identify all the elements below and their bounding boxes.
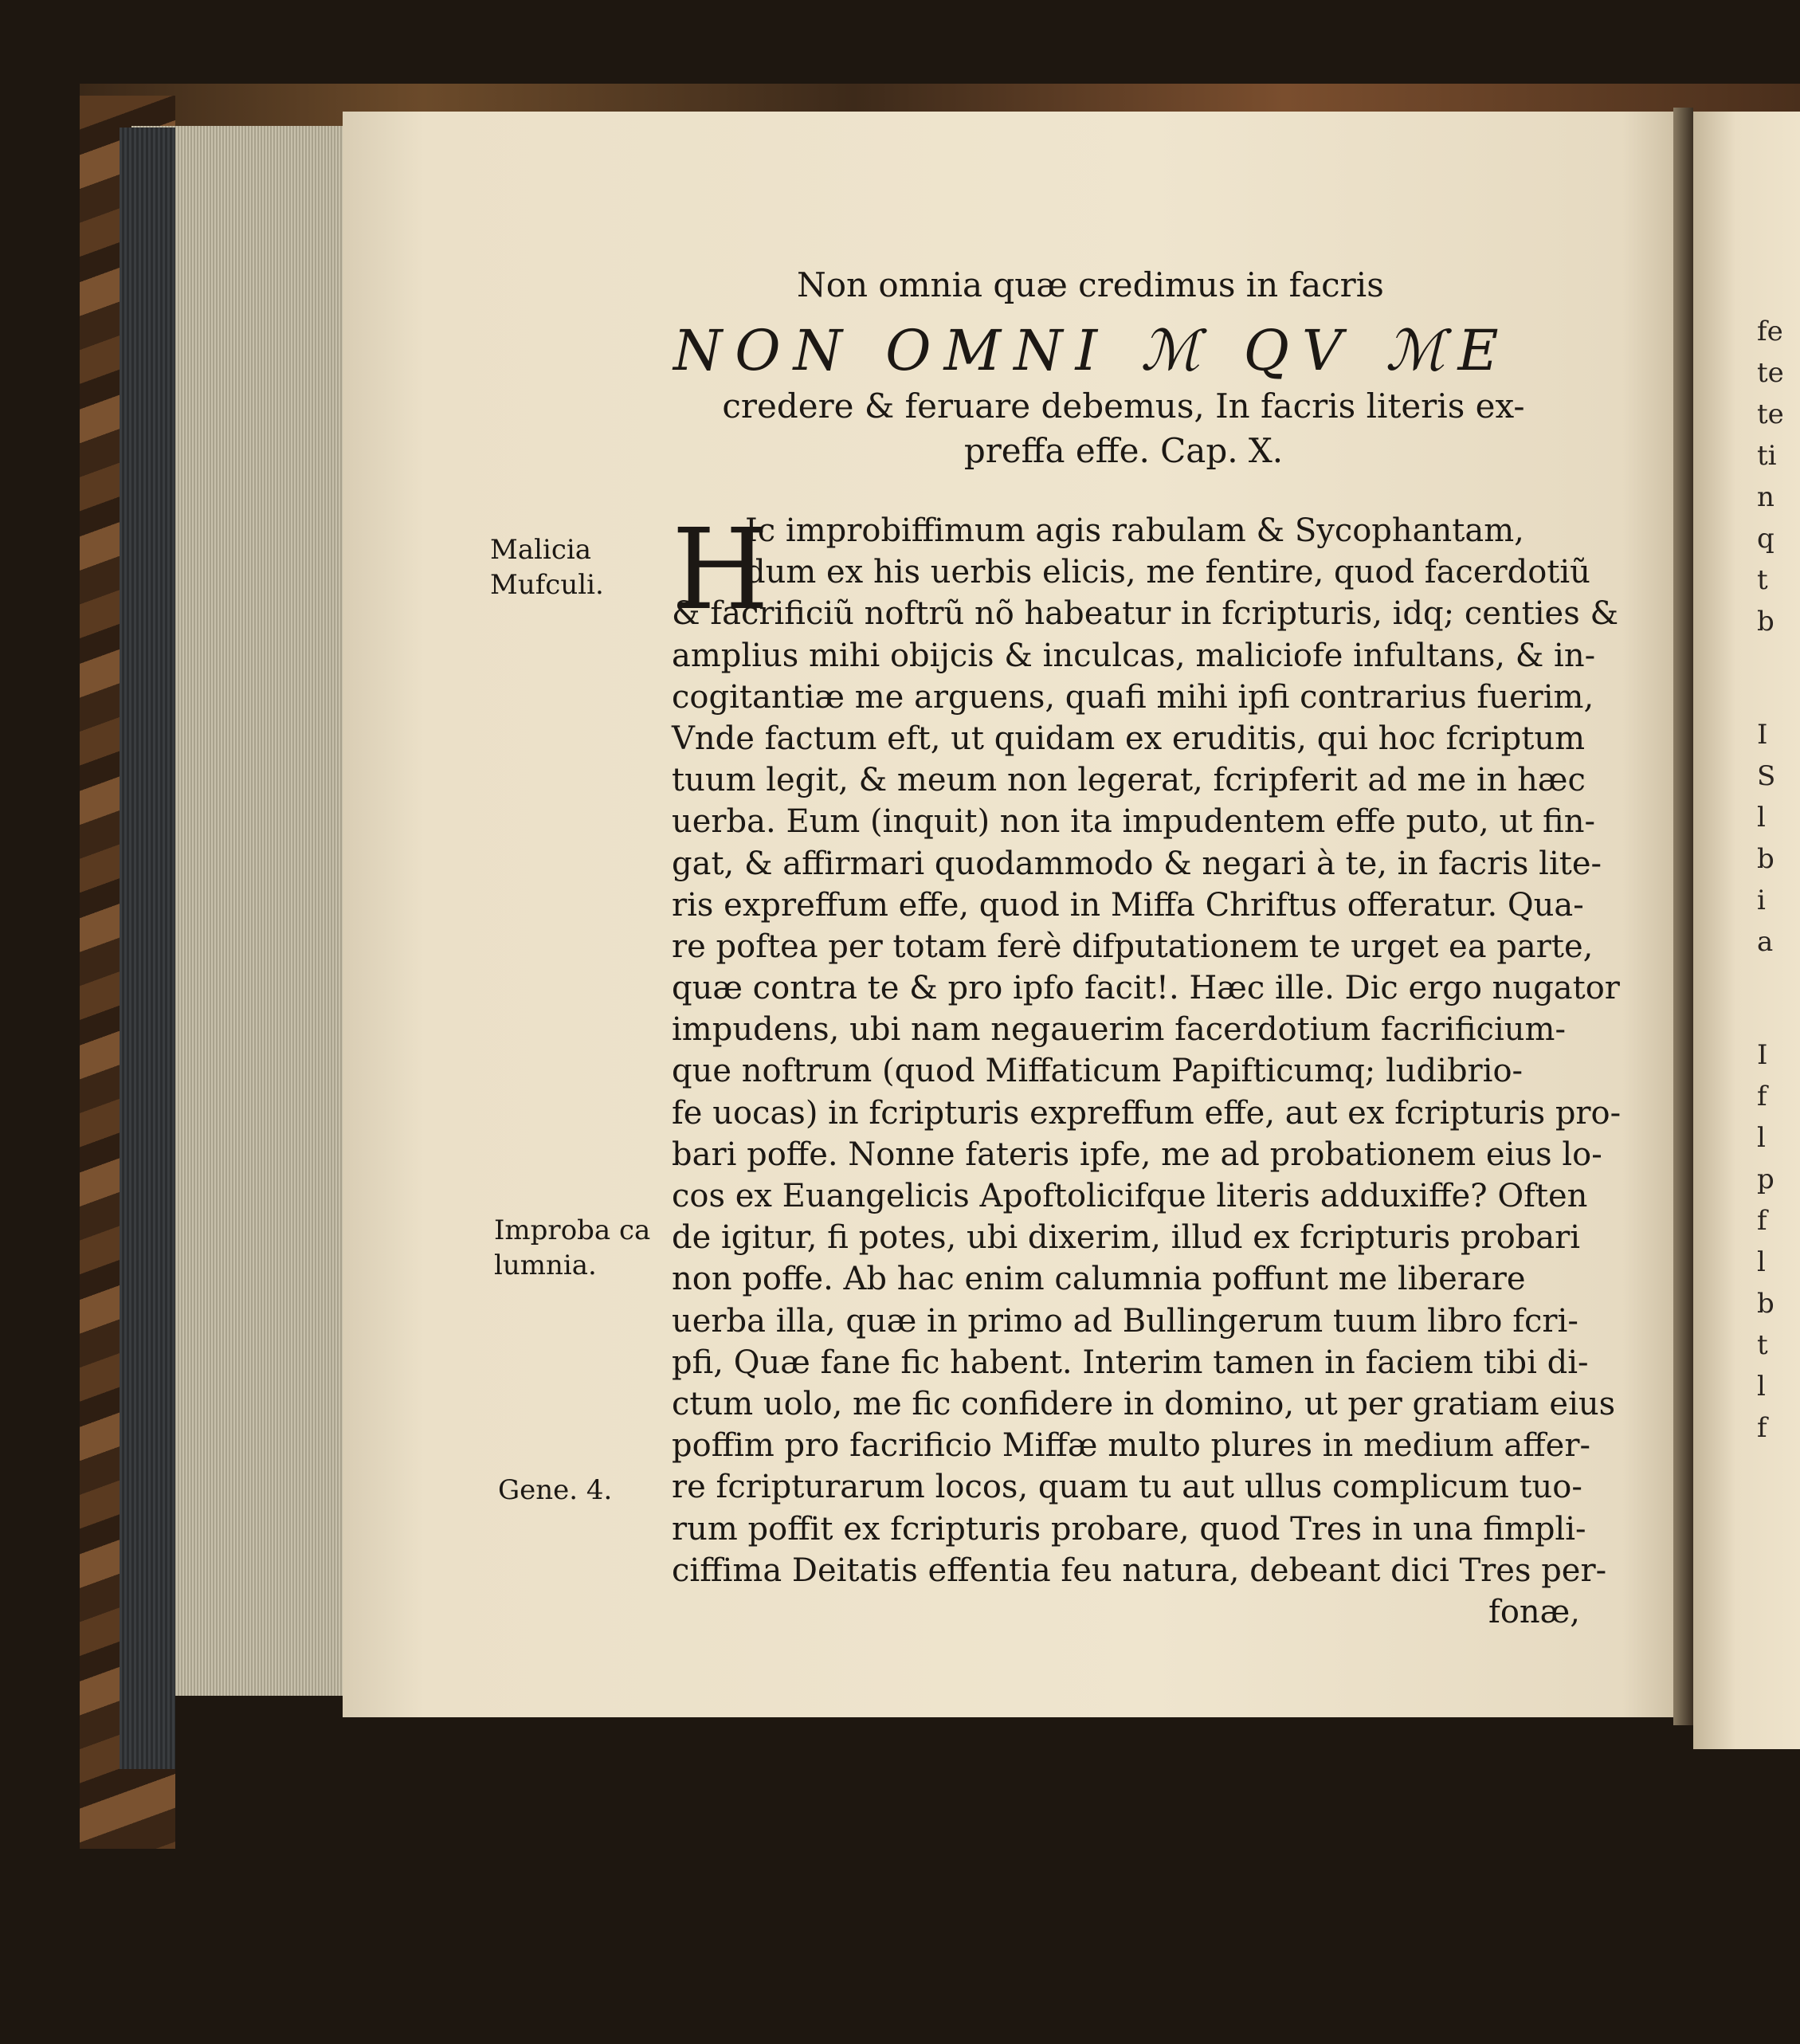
fragment: f [1757,1205,1767,1237]
fragment: i [1757,885,1766,916]
fragment: q [1757,523,1775,555]
body-line: re poftea per totam ferè difputationem te urget ea parte, [672,928,1594,965]
body-line: impudens, ubi nam negauerim facerdotium facrificium- [672,1011,1566,1049]
body-line: que noftrum (quod Miffaticum Papifticumq; ludibrio- [672,1053,1524,1090]
body-line: de igitur, fi potes, ubi dixerim, illud ex fcripturis probari [672,1219,1581,1257]
margin-note-gene [498,1473,612,1508]
fragment: I [1757,1039,1768,1071]
body-line: gat, & affirmari quodammodo & negari à te, in facris lite- [672,845,1602,882]
fragment: l [1757,1122,1766,1154]
body-line: Vnde factum eft, ut quidam ex eruditis, qui hoc fcriptum [672,720,1586,757]
body-line: cos ex Euangelicis Apoftolicifque literis adduxiffe? Often [672,1178,1588,1214]
body-line: non poffe. Ab hac enim calumnia poffunt me liberare [672,1261,1526,1298]
fragment: f [1757,1412,1767,1444]
body-line: dum ex his uerbis elicis, me fentire, quod facerdotiũ [745,554,1590,591]
drop-cap: H [672,505,770,635]
body-line: fe uocas) in fcripturis expreffum effe, aut ex fcripturis pro- [672,1094,1622,1132]
fragment: ti [1757,440,1777,472]
body-line: ctum uolo, me fic confidere in domino, ut per gratiam eius [672,1385,1616,1422]
subtitle-line: credere & feruare debemus, In facris literis ex- [722,386,1525,426]
fragment [1757,642,1800,714]
body-line: re fcripturarum locos, quam tu aut ullus complicum tuo- [672,1469,1582,1506]
margin-note-line: Malicia [490,534,592,566]
body-line: quæ contra te & pro ipfo facit!. Hæc ille. Dic ergo nugator [672,970,1620,1007]
fragment: S [1757,760,1776,792]
book-gutter [1673,108,1693,1725]
chapter-subtitle [673,384,1574,473]
fragment: l [1757,1246,1766,1278]
body-line: & facrificiũ noftrũ nõ habeatur in fcripturis, idq; centies & [672,595,1619,633]
body-line: tuum legit, & meum non legerat, fcripferit ad me in hæc [672,762,1586,799]
subtitle-line: preffa effe. Cap. X. [963,431,1284,470]
body-line: ris expreffum effe, quod in Miffa Chriftus offeratur. Qua- [672,886,1584,924]
body-line: uerba. Eum (inquit) non ita impudentem effe puto, ut fin- [672,803,1595,841]
body-line: cogitantiæ me arguens, quafi mihi ipfi contrarius fuerim, [672,678,1594,716]
body-line-catchword: fonæ, [1488,1593,1580,1630]
fragment: t [1757,564,1768,596]
chapter-title: NON OMNI ℳ QV ℳE [673,318,1512,383]
fragment: te [1757,357,1784,389]
body-line: rum poffit ex fcripturis probare, quod Tres in una fimpli- [672,1510,1586,1548]
book-spine-cloth [120,128,175,1769]
margin-note-line: lumnia. [494,1250,597,1281]
fragment: l [1757,1371,1766,1403]
fragment: p [1757,1163,1775,1195]
margin-note-line: Mufculi. [490,569,604,601]
fragment [1757,963,1800,1034]
fragment: n [1757,481,1775,513]
right-page-text-fragments [1757,311,1800,1449]
fragment: b [1757,1288,1775,1320]
fragment: b [1757,843,1775,875]
body-line: uerba illa, quæ in primo ad Bullingerum tuum libro fcri- [672,1302,1578,1340]
margin-note-line: Improba ca [494,1214,651,1246]
margin-note-malicia [490,532,604,602]
fragment: a [1757,926,1774,958]
fragment: I [1757,719,1768,751]
fragment: b [1757,606,1775,638]
body-text [672,505,1622,1633]
body-line: Ic improbiffimum agis rabulam & Sycophantam, [745,512,1524,549]
body-line: bari poffe. Nonne fateris ipfe, me ad probationem eius lo- [672,1136,1602,1173]
body-line: pfi, Quæ fane fic habent. Interim tamen in faciem tibi di- [672,1344,1589,1381]
margin-note-line: Gene. 4. [498,1474,613,1506]
body-line: poffim pro facrificio Miffæ multo plures in medium affer- [672,1427,1590,1465]
body-line: amplius mihi obijcis & inculcas, maliciofe infultans, & in- [672,637,1596,674]
body-line: ciffima Deitatis effentia feu natura, debeant dici Tres per- [672,1552,1607,1589]
running-head: Non omnia quæ credimus in facris [797,265,1384,304]
fragment: f [1757,1081,1767,1112]
fragment: fe [1757,316,1783,347]
fragment: l [1757,802,1766,834]
fragment: te [1757,398,1784,430]
fragment: t [1757,1329,1768,1361]
margin-note-improba [494,1213,650,1283]
